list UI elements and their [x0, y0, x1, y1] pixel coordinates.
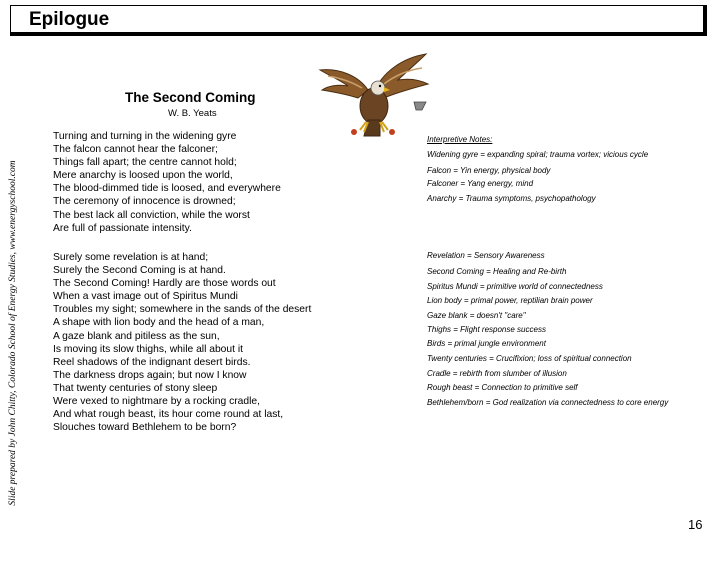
- note-item: Gaze blank = doesn't "care": [427, 311, 526, 320]
- note-item: Widening gyre = expanding spiral; trauma vortex; vicious cycle: [427, 150, 649, 159]
- poem-line: And what rough beast, its hour come round at last,: [53, 409, 284, 421]
- note-item: Twenty centuries = Crucifixion; loss of spiritual connection: [427, 354, 632, 363]
- note-item: Cradle = rebirth from slumber of illusion: [427, 369, 567, 378]
- note-item: Anarchy = Trauma symptoms, psychopathology: [427, 194, 596, 203]
- poem-stanza-1: [53, 130, 353, 235]
- poem-line: Were vexed to nightmare by a rocking cradle,: [53, 396, 260, 408]
- side-credit: Slide prepared by John Chitty, Colorado School of Energy Studies, www.energyschool.com: [8, 160, 18, 506]
- note-item: Revelation = Sensory Awareness: [427, 251, 545, 260]
- poem-line: The Second Coming! Hardly are those words out: [53, 278, 276, 290]
- note-item: Spiritus Mundi = primitive world of connectedness: [427, 282, 603, 291]
- poem-line: The blood-dimmed tide is loosed, and everywhere: [53, 183, 281, 195]
- note-item: Falcon = Yin energy, physical body: [427, 166, 551, 175]
- poem-author: W. B. Yeats: [168, 108, 217, 119]
- poem-line: That twenty centuries of stony sleep: [53, 382, 218, 394]
- poem-line: Turning and turning in the widening gyre: [53, 131, 237, 142]
- poem-line: Mere anarchy is loosed upon the world,: [53, 170, 233, 182]
- poem-line: Are full of passionate intensity.: [53, 222, 192, 234]
- note-item: Second Coming = Healing and Re-birth: [427, 267, 567, 276]
- eagle-illustration: [318, 50, 430, 140]
- poem-stanza-2: [53, 251, 353, 434]
- note-item: Bethlehem/born = God realization via connectedness to core energy: [427, 398, 669, 407]
- poem-line: Is moving its slow thighs, while all about it: [53, 343, 244, 355]
- poem-line: Surely some revelation is at hand;: [53, 252, 209, 263]
- note-item: Falconer = Yang energy, mind: [427, 179, 534, 188]
- poem-line: When a vast image out of Spiritus Mundi: [53, 291, 238, 303]
- poem-line: The ceremony of innocence is drowned;: [53, 196, 236, 208]
- note-item: Lion body = primal power, reptilian brain power: [427, 296, 593, 305]
- poem-title: The Second Coming: [125, 90, 256, 105]
- page-number: 16: [688, 517, 703, 532]
- page-title: Epilogue: [29, 9, 110, 30]
- poem-line: The darkness drops again; but now I know: [53, 369, 247, 381]
- poem-line: A gaze blank and pitiless as the sun,: [53, 330, 220, 342]
- note-item: Rough beast = Connection to primitive self: [427, 383, 578, 392]
- poem-line: Things fall apart; the centre cannot hold;: [53, 157, 237, 169]
- poem-line: Slouches toward Bethlehem to be born?: [53, 422, 237, 434]
- poem-line: Surely the Second Coming is at hand.: [53, 265, 226, 277]
- poem-line: Reel shadows of the indignant desert birds.: [53, 356, 251, 368]
- note-item: Birds = primal jungle environment: [427, 339, 546, 348]
- title-box: [10, 5, 707, 36]
- notes-heading: Interpretive Notes:: [427, 135, 493, 144]
- poem-line: The best lack all conviction, while the worst: [53, 209, 250, 221]
- poem-line: Troubles my sight; somewhere in the sands of the desert: [53, 304, 312, 316]
- poem-line: The falcon cannot hear the falconer;: [53, 144, 218, 156]
- note-item: Thighs = Flight response success: [427, 325, 546, 334]
- poem-line: A shape with lion body and the head of a man,: [53, 317, 265, 329]
